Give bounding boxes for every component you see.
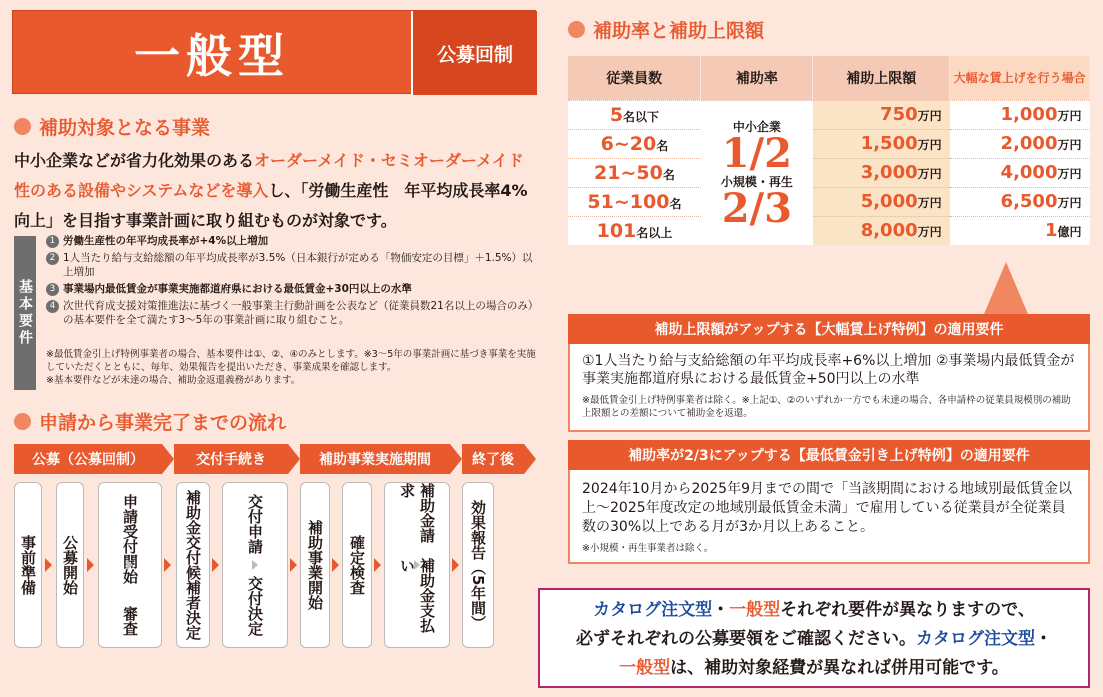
employee-cell xyxy=(568,100,701,129)
section-heading-text: 申請から事業完了までの流れ xyxy=(39,412,287,434)
table-row xyxy=(568,158,1090,187)
table-header: 補助率 xyxy=(701,56,813,100)
phase-label: 補助事業実施期間 xyxy=(300,444,450,474)
employee-count: 51~100 xyxy=(587,190,670,213)
notice-highlight: 一般型 xyxy=(619,658,671,678)
requirement-text: 次世代育成支援対策推進法に基づく一般事業主行動計画を公表など（従業員数21名以上の場合のみ）の基本要件を全て満たす3～5年の事業計画に取り組むこと。 xyxy=(63,300,534,326)
requirement-item xyxy=(46,251,536,279)
requirement-text: 労働生産性の年平均成長率が+4%以上増加 xyxy=(63,235,269,247)
notice-text: 必ずそれぞれの公募要領をご確認ください。 xyxy=(576,629,916,649)
notice-line xyxy=(540,625,1088,654)
employee-cell xyxy=(568,187,701,216)
title-subtitle: 公募回制 xyxy=(411,11,537,95)
flow-step: 公募開始 xyxy=(56,482,84,648)
unit-text: 名以上 xyxy=(636,225,673,240)
flow-step: 審査 xyxy=(121,606,139,636)
limit-value: 1,500 xyxy=(860,133,918,154)
notice-text: それぞれ要件が異なりますので、 xyxy=(780,600,1035,620)
limit-value: 3,000 xyxy=(860,162,918,183)
requirement-text: 1人当たり給与支給総額の年平均成長率が3.5%（日本銀行が定める「物価安定の目標」＋1.5%）以上増加 xyxy=(63,252,533,278)
unit-text: 万円 xyxy=(1057,138,1082,152)
min-wage-box xyxy=(568,440,1090,564)
section-heading-flow xyxy=(14,408,286,435)
rate-label: 中小企業 xyxy=(732,119,781,134)
flow-step: 交付申請 xyxy=(246,494,264,554)
employee-count: 101 xyxy=(596,219,637,242)
rate-label: 小規模・再生 xyxy=(720,174,793,189)
section-heading-text: 補助対象となる事業 xyxy=(39,117,211,139)
rate-cell xyxy=(701,100,813,245)
unit-text: 万円 xyxy=(1057,196,1082,210)
box-body: ①1人当たり給与支給総額の年平均成長率+6%以上増加 ②事業場内最低賃金が事業実施都道府県における最低賃金+50円以上の水準 xyxy=(582,353,1075,387)
unit-text: 万円 xyxy=(1057,109,1082,123)
arrow-right-icon xyxy=(212,558,219,572)
unit-text: 万円 xyxy=(917,138,942,152)
bullet-dot-icon xyxy=(14,118,31,135)
catalog-notice xyxy=(538,588,1090,688)
requirements-tag: 基本要件 xyxy=(14,236,36,390)
section-heading-text: 補助率と補助上限額 xyxy=(593,20,765,42)
pointer-triangle-icon xyxy=(984,262,1028,314)
number-icon: 3 xyxy=(46,283,59,296)
arrow-right-icon xyxy=(164,558,171,572)
requirement-item xyxy=(46,234,536,248)
box-note: ※最低賃金引上げ特例事業者は除く。※上記①、②のいずれか一方でも未達の場合、各申請枠の従業員規模別の補助上限額との差額について補助金を返還。 xyxy=(582,395,1071,419)
notice-text: ・ xyxy=(1035,629,1052,649)
desc-text: 中小企業などが省力化効果のある xyxy=(14,151,255,170)
employee-cell xyxy=(568,158,701,187)
page-title: 一般型 xyxy=(134,29,290,83)
wage-limit-cell xyxy=(950,216,1090,245)
table-row xyxy=(568,100,1090,129)
wage-limit-cell xyxy=(950,100,1090,129)
limit-value: 4,000 xyxy=(1000,162,1058,183)
box-body: 2024年10月から2025年9月までの間で「当該期間における地域別最低賃金以上～2025年度改定の地域別最低賃金未満」で雇用している従業員が全従業員数の30%以上である月が3か月以上あること。 xyxy=(582,481,1072,535)
employee-cell xyxy=(568,216,701,245)
employee-cell xyxy=(568,129,701,158)
rate-table xyxy=(568,56,1090,245)
box-heading: 補助率が2/3にアップする【最低賃金引き上げ特例】の適用要件 xyxy=(568,440,1090,470)
unit-text: 名 xyxy=(656,138,669,153)
notice-line xyxy=(540,596,1088,625)
phase-label: 終了後 xyxy=(462,444,524,474)
notice-highlight: 一般型 xyxy=(729,600,781,620)
limit-value: 750 xyxy=(880,104,918,125)
unit-text: 万円 xyxy=(917,196,942,210)
phase-label: 交付手続き xyxy=(174,444,288,474)
arrow-right-icon xyxy=(374,558,381,572)
desc-highlight: オーダーメイド・セミオーダーメイド性のある設備やシステムなどを導入 xyxy=(14,151,524,200)
employee-count: 5 xyxy=(609,103,624,126)
notice-highlight: カタログ注文型 xyxy=(916,629,1035,649)
unit-text: 名 xyxy=(669,196,682,211)
table-header: 補助上限額 xyxy=(813,56,950,100)
notice-text: ・ xyxy=(712,600,730,620)
section-heading-rates xyxy=(568,16,764,43)
bullet-dot-icon xyxy=(14,413,31,430)
unit-text: 億円 xyxy=(1057,225,1082,240)
wage-limit-cell xyxy=(950,187,1090,216)
wage-limit-cell xyxy=(950,158,1090,187)
flow-step: 確定検査 xyxy=(342,482,372,648)
target-description xyxy=(14,146,539,236)
table-row xyxy=(568,187,1090,216)
limit-value: 6,500 xyxy=(1000,191,1058,212)
flow-step: 補助金交付候補者決定 xyxy=(176,482,210,648)
table-header: 大幅な賃上げを行う場合 xyxy=(950,56,1090,100)
title-banner xyxy=(12,10,536,94)
limit-cell xyxy=(813,187,950,216)
flow-step: 補助事業開始 xyxy=(300,482,330,648)
limit-cell xyxy=(813,158,950,187)
flow-step: 補助金支払い xyxy=(398,557,436,633)
phase-label: 公募（公募回制） xyxy=(14,444,162,474)
section-heading-target xyxy=(14,113,210,140)
desc-text: し、「労働生産性 年平均成長率4%向上」を目指す事業計画に取り組むものが対象です。 xyxy=(14,181,528,230)
box-note: ※小規模・再生事業者は除く。 xyxy=(582,543,714,554)
table-header: 従業員数 xyxy=(568,56,701,100)
flow-step: 交付決定 xyxy=(246,576,264,636)
limit-value: 5,000 xyxy=(860,191,918,212)
arrow-right-icon xyxy=(332,558,339,572)
limit-value: 8,000 xyxy=(860,220,918,242)
notice-text: は、補助対象経費が異なれば併用可能です。 xyxy=(670,658,1009,678)
notice-line xyxy=(540,654,1088,683)
limit-cell xyxy=(813,100,950,129)
requirements-list xyxy=(46,234,536,330)
box-heading: 補助上限額がアップする【大幅賃上げ特例】の適用要件 xyxy=(568,314,1090,344)
requirements-notes xyxy=(46,348,538,387)
unit-text: 万円 xyxy=(1057,167,1082,181)
arrow-right-icon xyxy=(87,558,94,572)
limit-cell xyxy=(813,129,950,158)
rate-fraction: 2/3 xyxy=(721,184,792,232)
notice-highlight: カタログ注文型 xyxy=(593,600,713,620)
limit-value: 2,000 xyxy=(1000,133,1058,154)
bullet-dot-icon xyxy=(568,21,585,38)
table-row xyxy=(568,129,1090,158)
rate-fraction: 1/2 xyxy=(721,129,792,177)
unit-text: 名 xyxy=(662,167,675,182)
flow-step: 事前準備 xyxy=(14,482,42,648)
arrow-right-icon xyxy=(252,560,258,570)
arrow-right-icon xyxy=(127,560,133,570)
unit-text: 万円 xyxy=(917,109,942,123)
flow-step: 補助金請求 xyxy=(398,483,436,543)
unit-text: 万円 xyxy=(917,167,942,181)
requirement-item xyxy=(46,282,536,296)
requirement-text: 事業場内最低賃金が事業実施都道府県における最低賃金+30円以上の水準 xyxy=(63,283,412,295)
note-text: ※最低賃金引上げ特例事業者の場合、基本要件は①、②、④のみとします。※3～5年の事業計画に基づき事業を実施していただくとともに、毎年、効果報告を提出いただき、事業成果を確認します。 xyxy=(46,349,536,373)
flow-step: 申請受付開始 xyxy=(121,494,139,584)
arrow-right-icon xyxy=(45,558,52,572)
note-text: ※基本要件などが未達の場合、補助金返還義務があります。 xyxy=(46,375,301,386)
number-icon: 4 xyxy=(46,300,59,313)
table-row xyxy=(568,216,1090,245)
limit-value: 1,000 xyxy=(1000,104,1058,125)
arrow-right-icon xyxy=(290,558,297,572)
number-icon: 1 xyxy=(46,235,59,248)
arrow-right-icon xyxy=(414,560,420,570)
arrow-right-icon xyxy=(452,558,459,572)
unit-text: 名以下 xyxy=(623,109,660,124)
wage-limit-cell xyxy=(950,129,1090,158)
requirement-item xyxy=(46,299,536,327)
wage-increase-box xyxy=(568,314,1090,432)
limit-value: 1 xyxy=(1044,220,1058,242)
number-icon: 2 xyxy=(46,252,59,265)
limit-cell xyxy=(813,216,950,245)
employee-count: 21~50 xyxy=(594,161,663,184)
employee-count: 6~20 xyxy=(600,132,657,155)
unit-text: 万円 xyxy=(917,225,942,240)
flow-step: 効果報告（5年間） xyxy=(462,482,494,648)
